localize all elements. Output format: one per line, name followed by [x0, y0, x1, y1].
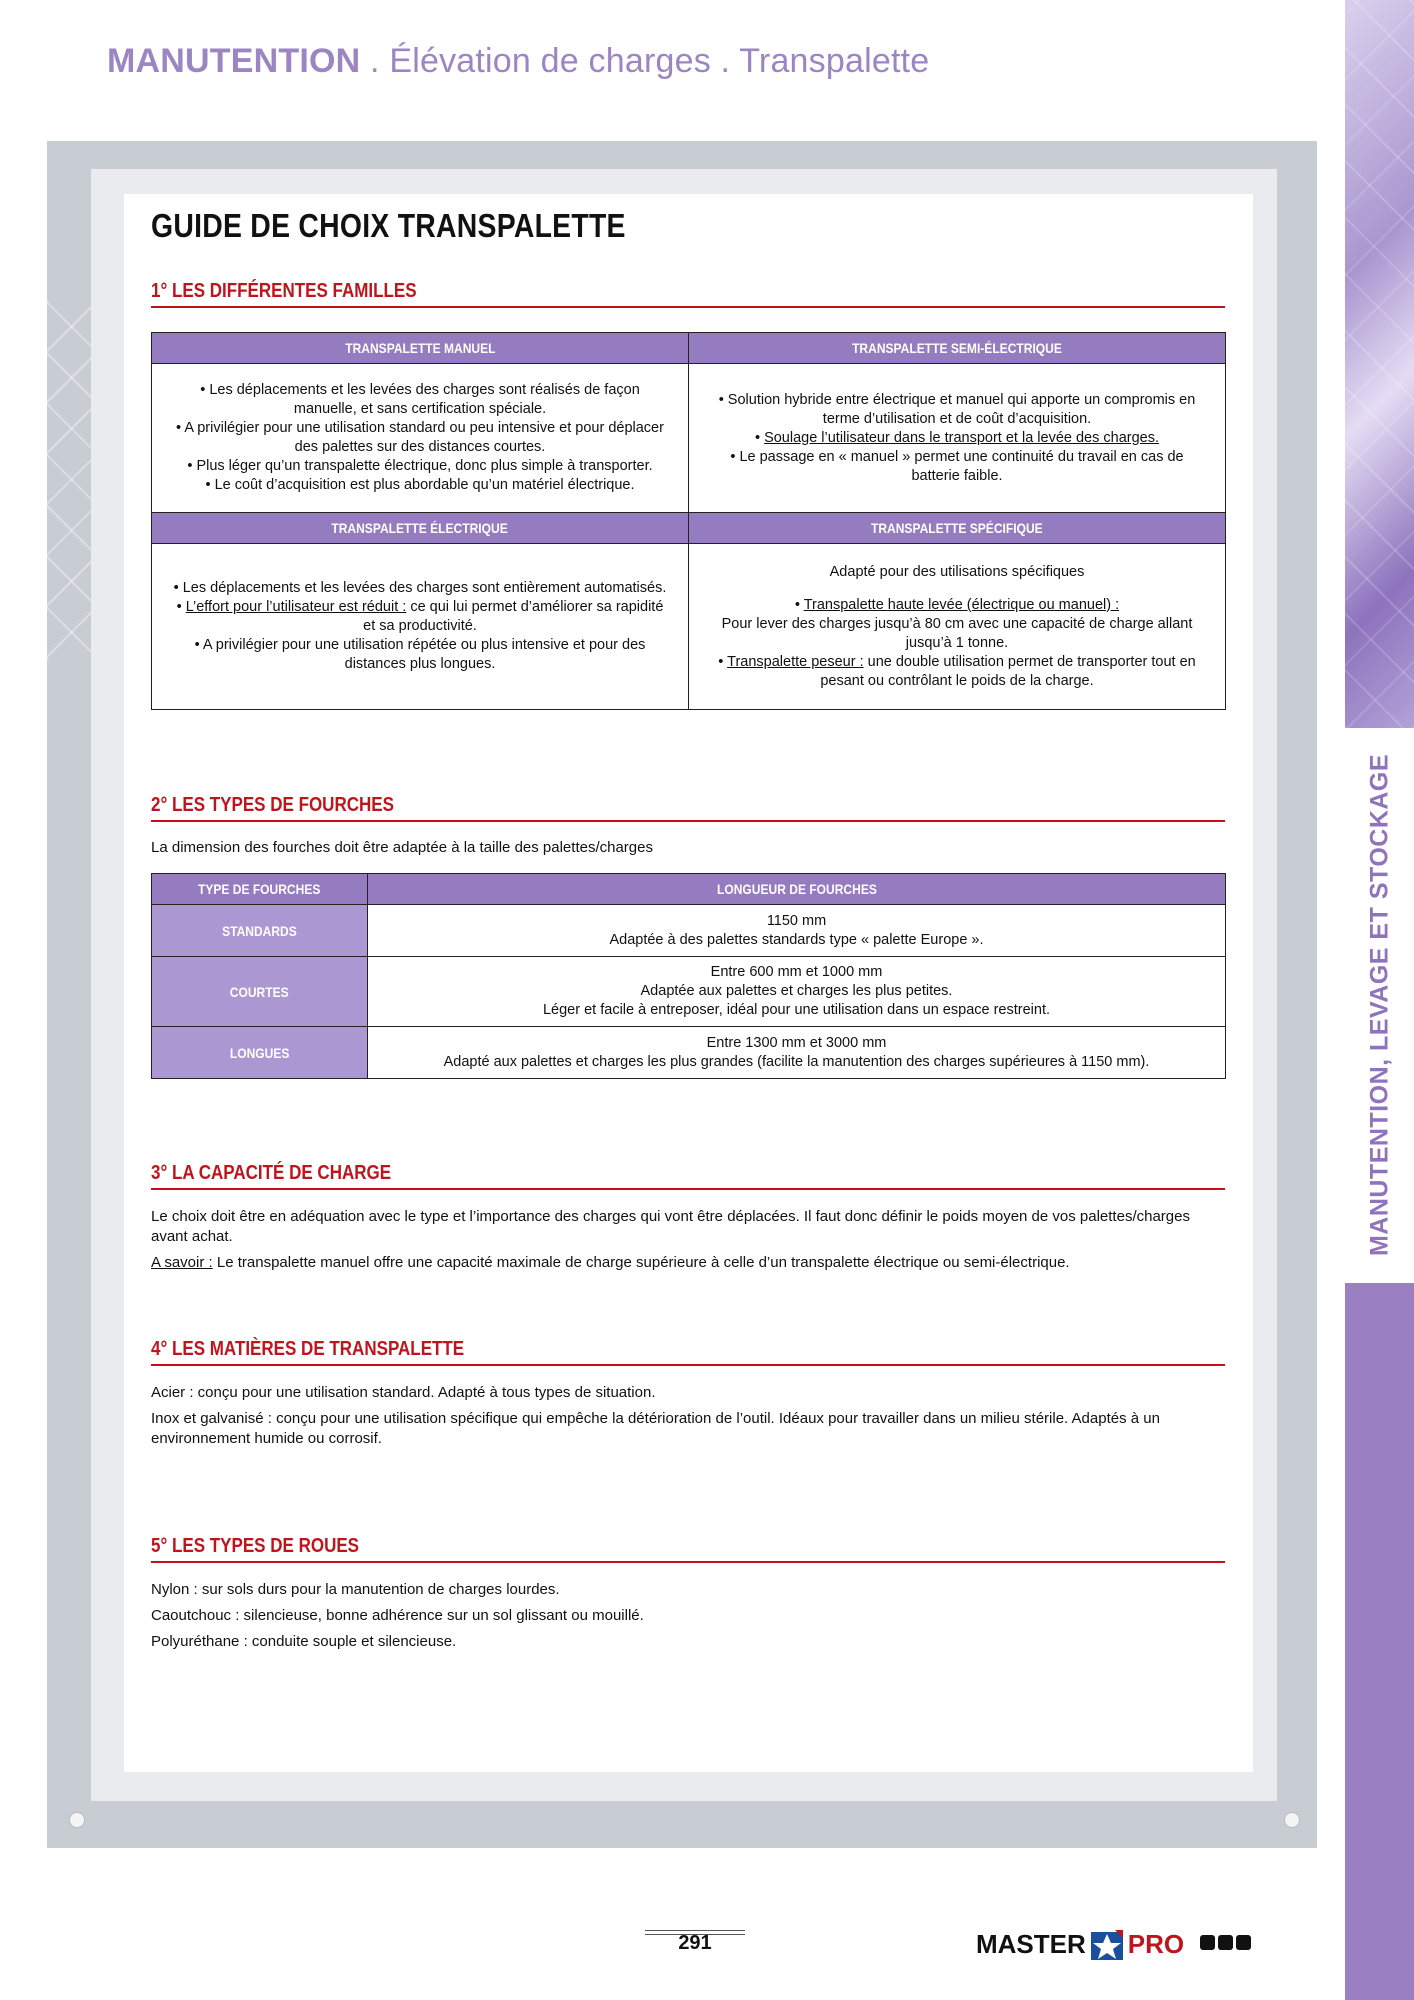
specifique-line: Adapté pour des utilisations spécifiques: [829, 563, 1085, 580]
electrique-line: • L’effort pour l’utilisateur est réduit : ce qui lui permet d’améliorer sa rapidité et sa productivité.: [176, 599, 664, 634]
header-manuel: TRANSPALETTE MANUEL: [152, 333, 689, 364]
brand-dots-icon: [1200, 1935, 1254, 1955]
section-3-text: [151, 1207, 1226, 1273]
wheel-line: Polyuréthane : conduite souple et silencieuse.: [151, 1633, 457, 1650]
header-semi-electrique: TRANSPALETTE SEMI-ÉLECTRIQUE: [689, 333, 1226, 364]
side-band-bottom: [1345, 1283, 1414, 2000]
section-4-title: 4° LES MATIÈRES DE TRANSPALETTE: [151, 1338, 1225, 1366]
page-header: [107, 42, 929, 81]
screw-icon: [1284, 1812, 1300, 1828]
manuel-line: • Le coût d’acquisition est plus abordable qu’un matériel électrique.: [205, 477, 635, 493]
cell-specifique: [689, 544, 1226, 710]
section-1-title: 1° LES DIFFÉRENTES FAMILLES: [151, 280, 1225, 308]
fork-length-longues: Entre 1300 mm et 3000 mm Adapté aux palettes et charges les plus grandes (facilite la manutention des charges supérieures à 1150 mm).: [368, 1027, 1226, 1079]
manuel-line: • Les déplacements et les levées des charges sont réalisés de façon manuelle, et sans certification spéciale.: [200, 382, 640, 417]
specifique-line: Pour lever des charges jusqu’à 80 cm avec une capacité de charge allant jusqu’à 1 tonne.: [721, 615, 1193, 651]
header-separator: .: [360, 42, 390, 80]
electrique-line: • A privilégier pour une utilisation répétée ou plus intensive et pour des distances plus longues.: [194, 637, 646, 672]
semi-line: • Soulage l’utilisateur dans le transport et la levée des charges.: [754, 429, 1160, 446]
material-line: Inox et galvanisé : conçu pour une utilisation spécifique qui empêche la détérioration de l’outil. Idéaux pour travailler dans un milieu stérile. Adaptés à un environnement humide ou corrosif.: [151, 1410, 1160, 1447]
logo-master: MASTER: [976, 1928, 1086, 1959]
manuel-line: • Plus léger qu’un transpalette électrique, donc plus simple à transporter.: [187, 458, 653, 474]
cell-manuel: [152, 364, 689, 513]
header-specifique: TRANSPALETTE SPÉCIFIQUE: [689, 513, 1226, 544]
specifique-line: • Transpalette haute levée (électrique ou manuel) :: [794, 596, 1120, 613]
capacity-line: Le choix doit être en adéquation avec le type et l’importance des charges qui vont être déplacées. Il faut donc définir le poids moyen de vos palettes/charges avant achat.: [151, 1208, 1190, 1245]
header-longueur-fourches: LONGUEUR DE FOURCHES: [368, 874, 1226, 905]
section-3-title: 3° LA CAPACITÉ DE CHARGE: [151, 1162, 1225, 1190]
section-5-title: 5° LES TYPES DE ROUES: [151, 1535, 1225, 1563]
fork-length-standards: 1150 mm Adaptée à des palettes standards type « palette Europe ».: [368, 905, 1226, 957]
semi-line: • Le passage en « manuel » permet une continuité du travail en cas de batterie faible.: [730, 448, 1184, 484]
masterpro-logo: [976, 1928, 1184, 1964]
page-number: 291: [678, 1932, 712, 1954]
header-category: MANUTENTION: [107, 42, 361, 80]
header-subtitle: Élévation de charges . Transpalette: [389, 42, 930, 80]
forks-table: [151, 873, 1226, 1079]
specifique-line: • Transpalette peseur : une double utilisation permet de transporter tout en pesant ou contrôlant le poids de la charge.: [718, 653, 1196, 689]
manuel-line: • A privilégier pour une utilisation standard ou peu intensive et pour déplacer des palettes sur des distances courtes.: [176, 420, 664, 455]
cell-semi-electrique: [689, 364, 1226, 513]
semi-line: • Solution hybride entre électrique et manuel qui apporte un compromis en terme d’utilisation et de coût d’acquisition.: [718, 391, 1196, 427]
wheel-line: Caoutchouc : silencieuse, bonne adhérence sur un sol glissant ou mouillé.: [151, 1607, 644, 1624]
star-icon: [1089, 1928, 1125, 1964]
capacity-note: A savoir : Le transpalette manuel offre une capacité maximale de charge supérieure à celle d’un transpalette électrique ou semi-électrique.: [151, 1254, 1070, 1271]
electrique-line: • Les déplacements et les levées des charges sont entièrement automatisés.: [173, 580, 667, 596]
side-band-pattern: [1345, 0, 1414, 728]
screw-icon: [69, 1812, 85, 1828]
section-2-intro: La dimension des fourches doit être adaptée à la taille des palettes/charges: [151, 839, 653, 856]
page-title: GUIDE DE CHOIX TRANSPALETTE: [151, 207, 626, 244]
header-electrique: TRANSPALETTE ÉLECTRIQUE: [152, 513, 689, 544]
logo-pro: PRO: [1127, 1928, 1185, 1959]
wheel-line: Nylon : sur sols durs pour la manutention de charges lourdes.: [151, 1581, 560, 1598]
families-table: [151, 332, 1226, 710]
side-section-label: MANUTENTION, LEVAGE ET STOCKAGE: [1365, 753, 1394, 1257]
section-4-text: [151, 1383, 1226, 1449]
header-type-fourches: TYPE DE FOURCHES: [152, 874, 368, 905]
section-2-title: 2° LES TYPES DE FOURCHES: [151, 794, 1225, 822]
fork-type-longues: LONGUES: [152, 1027, 368, 1079]
material-line: Acier : conçu pour une utilisation standard. Adapté à tous types de situation.: [151, 1384, 656, 1401]
fork-length-courtes: Entre 600 mm et 1000 mm Adaptée aux palettes et charges les plus petites. Léger et facile à entreposer, idéal pour une utilisation dans un espace restreint.: [368, 957, 1226, 1027]
section-5-text: [151, 1580, 1226, 1652]
fork-type-standards: STANDARDS: [152, 905, 368, 957]
fork-type-courtes: COURTES: [152, 957, 368, 1027]
cell-electrique: [152, 544, 689, 710]
